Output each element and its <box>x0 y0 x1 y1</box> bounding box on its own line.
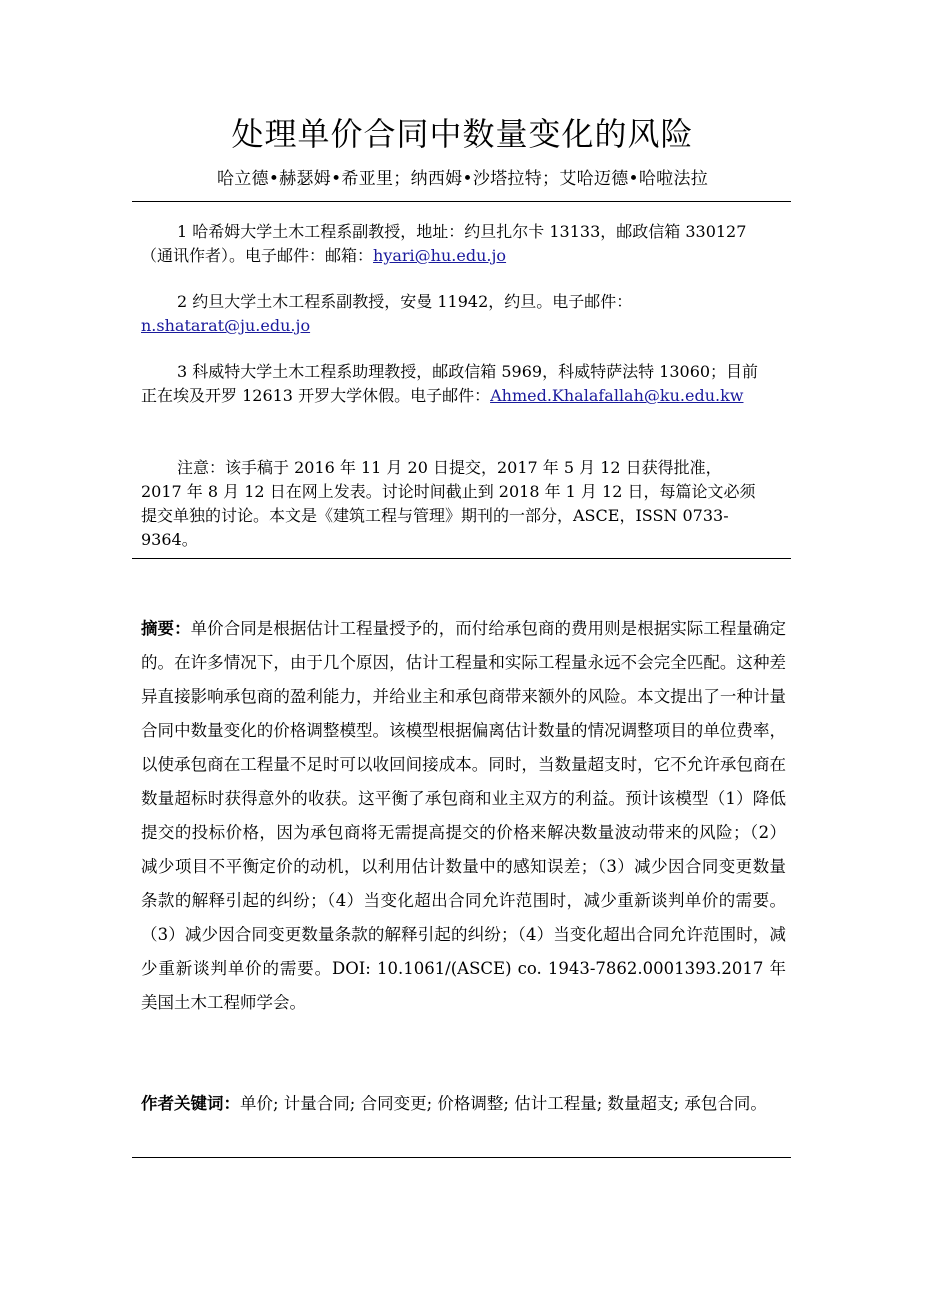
keywords <box>141 1088 786 1119</box>
affiliation-2 <box>141 290 761 338</box>
manuscript-note: 注意：该手稿于 2016 年 11 月 20 日提交，2017 年 5 月 12 日获得批准，2017 年 8 月 12 日在网上发表。讨论时间截止到 2018 年 1 月 12 日，每篇论文必须提交单独的讨论。本文是《建筑工程与管理》期刊的一部分，ASCE，ISSN 0733-9364。 <box>141 458 756 549</box>
affiliation-3-email-link[interactable]: Ahmed.Khalafallah@ku.edu.kw <box>490 386 744 405</box>
affiliation-2-email-link[interactable]: n.shatarat@ju.edu.jo <box>141 316 311 335</box>
abstract <box>141 612 786 1020</box>
affiliation-3-text: 3 科威特大学土木工程系助理教授，邮政信箱 5969，科威特萨法特 13060；目前正在埃及开罗 12613 开罗大学休假。电子邮件： <box>141 362 759 405</box>
note-divider <box>132 558 791 559</box>
paper-title: 处理单价合同中数量变化的风险 <box>231 115 694 153</box>
affiliation-1-email-link[interactable]: hyari@hu.edu.jo <box>373 246 507 265</box>
abstract-text: 单价合同是根据估计工程量授予的，而付给承包商的费用则是根据实际工程量确定的。在许多情况下，由于几个原因，估计工程量和实际工程量永远不会完全匹配。这种差异直接影响承包商的盈利能力，并给业主和承包商带来额外的风险。本文提出了一种计量合同中数量变化的价格调整模型。该模型根据偏离估计数量的情况调整项目的单位费率，以使承包商在工程量不足时可以收回间接成本。同时，当数量超支时，它不允许承包商在数量超标时获得意外的收获。这平衡了承包商和业主双方的利益。预计该模型（1）降低提交的投标价格，因为承包商将无需提高提交的价格来解决数量波动带来的风险；（2）减少项目不平衡定价的动机，以利用估计数量中的感知误差；（3）减少因合同变更数量条款的解释引起的纠纷；（4）当变化超出合同允许范围时，减少重新谈判单价的需要。（3）减少因合同变更数量条款的解释引起的纠纷；（4）当变化超出合同允许范围时，减少重新谈判单价的需要。DOI: 10.1061/(ASCE) co. 1943-7862.0001393.2017 年美国土木工程师学会。 <box>141 619 787 1012</box>
keywords-label: 作者关键词： <box>141 1094 240 1113</box>
header-divider <box>132 201 791 202</box>
author-list: 哈立德•赫瑟姆•希亚里；纳西姆•沙塔拉特；艾哈迈德•哈啦法拉 <box>216 169 709 189</box>
abstract-label: 摘要： <box>141 619 191 638</box>
affiliation-2-text: 2 约旦大学土木工程系副教授，安曼 11942，约旦。电子邮件： <box>177 292 633 311</box>
affiliation-3 <box>141 360 761 408</box>
abstract-divider <box>132 1157 791 1158</box>
affiliation-1-text: 1 哈希姆大学土木工程系副教授，地址：约旦扎尔卡 13133，邮政信箱 330127（通讯作者）。电子邮件：邮箱： <box>141 222 747 265</box>
keywords-text: 单价; 计量合同; 合同变更; 价格调整; 估计工程量; 数量超支; 承包合同。 <box>240 1094 767 1113</box>
affiliation-1 <box>141 220 761 268</box>
